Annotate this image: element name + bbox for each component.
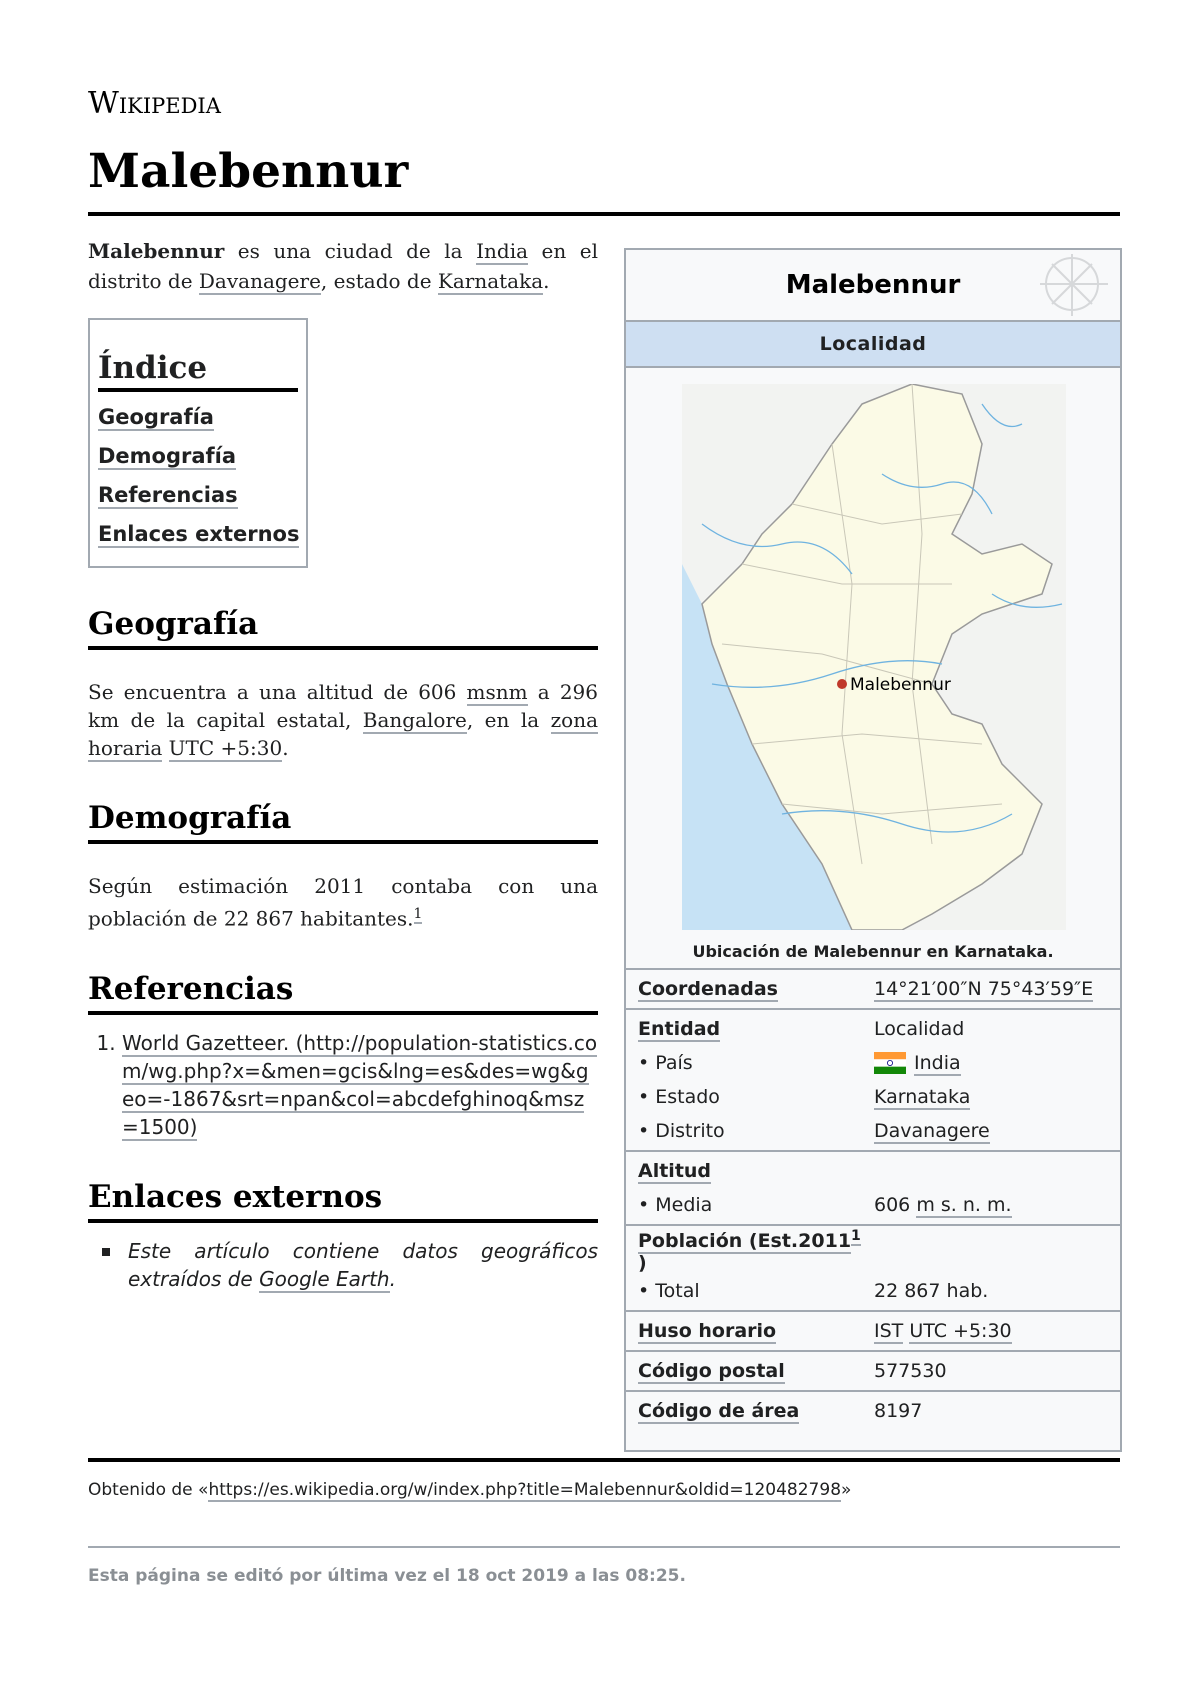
distrito-value[interactable]: Davanagere [874, 1120, 990, 1142]
media-label: • Media [638, 1194, 713, 1216]
toc-list [98, 400, 298, 551]
external-links-list [88, 1237, 598, 1293]
text: . [282, 736, 289, 760]
references-list [88, 1029, 598, 1141]
toc-item-label: Demografía [98, 444, 237, 468]
link-msnm[interactable]: msnm [466, 680, 528, 704]
toc-item-referencias[interactable] [98, 478, 298, 512]
text: , en la [466, 708, 551, 732]
reference-item[interactable] [122, 1029, 598, 1141]
total-label: • Total [638, 1280, 700, 1303]
page-title: Malebennur [88, 142, 1120, 216]
link-zona-horaria[interactable]: zona horaria [88, 708, 598, 760]
infobox [624, 248, 1122, 1452]
intro-bold-title: Malebennur [88, 239, 225, 263]
entidad-value: Localidad [874, 1018, 965, 1040]
link-utc[interactable]: UTC +5:30 [168, 736, 283, 760]
source-prefix: Obtenido de « [88, 1480, 209, 1500]
table-of-contents [88, 318, 308, 568]
link-india[interactable]: India [476, 239, 529, 263]
infobox-title [626, 250, 1120, 322]
demografia-paragraph [88, 872, 598, 933]
row-poblacion [626, 1226, 1120, 1312]
karnataka-map [682, 384, 1066, 930]
text: a 296 km de la capital estatal, [88, 680, 598, 732]
text: Se encuentra a una altitud de 606 [88, 680, 467, 704]
media-unit-link[interactable]: m s. n. m. [916, 1194, 1012, 1216]
compass-icon [1002, 254, 1112, 316]
map-caption: Ubicación de Malebennur en Karnataka. [692, 942, 1054, 961]
toc-item-label: Enlaces externos [98, 522, 300, 546]
entidad-label[interactable]: Entidad [638, 1018, 721, 1040]
text: Según estimación 2011 contaba con una población de 22 867 habitantes. [88, 874, 598, 931]
heading-enlaces-externos: Enlaces externos [88, 1179, 598, 1223]
text: Este artículo contiene datos geográficos extraídos de [128, 1238, 598, 1291]
poblacion-label [638, 1230, 861, 1274]
intro-text: , estado de [320, 269, 438, 293]
estado-value[interactable]: Karnataka [874, 1086, 971, 1108]
row-altitud [626, 1152, 1120, 1226]
poblacion-label-text[interactable]: Población (Est.2011 [638, 1230, 852, 1253]
link-karnataka[interactable]: Karnataka [437, 269, 544, 293]
link-google-earth[interactable]: Google Earth [259, 1266, 390, 1291]
toc-item-enlaces-externos[interactable] [98, 517, 298, 551]
pais-label: • País [638, 1052, 693, 1074]
coord-value[interactable]: 14°21′00″N 75°43′59″E [874, 978, 1094, 1000]
intro-text: . [543, 269, 550, 293]
toc-item-geografia[interactable] [98, 400, 298, 434]
area-value: 8197 [874, 1400, 923, 1423]
wikipedia-logo: Wikipedia [88, 86, 221, 121]
distrito-label: • Distrito [638, 1120, 725, 1142]
intro-text: es una ciudad de la [224, 239, 477, 263]
last-edit-text: Esta página se editó por última vez el 18 oct 2019 a las 08:25. [88, 1566, 686, 1586]
huso-ist[interactable]: IST [874, 1320, 904, 1343]
row-huso [626, 1312, 1120, 1352]
cp-value: 577530 [874, 1360, 947, 1383]
reference-link[interactable]: World Gazetteer. (http://population-statistics.com/wg.php?x=&men=gcis&lng=es&des=wg&geo=-1867&srt=npan&col=abcdefghinoq&msz=1500) [122, 1030, 598, 1139]
source-line [88, 1480, 851, 1500]
row-codigo-area [626, 1392, 1120, 1430]
heading-referencias: Referencias [88, 971, 598, 1015]
geografia-paragraph [88, 678, 598, 762]
link-davanagere[interactable]: Davanagere [198, 269, 321, 293]
row-coordenadas [626, 970, 1120, 1010]
intro-text: en el distrito de [88, 239, 598, 293]
footnote-link[interactable]: 1 [413, 906, 423, 922]
text [162, 736, 168, 760]
toc-item-demografia[interactable] [98, 439, 298, 473]
heading-geografia: Geografía [88, 606, 598, 650]
cp-label[interactable]: Código postal [638, 1360, 785, 1383]
source-suffix: » [841, 1480, 852, 1500]
altitud-label[interactable]: Altitud [638, 1160, 712, 1182]
intro-paragraph [88, 236, 598, 296]
row-entidad [626, 1010, 1120, 1152]
external-link-item [88, 1237, 598, 1293]
infobox-title-text: Malebennur [785, 270, 961, 300]
heading-demografia: Demografía [88, 800, 598, 844]
area-label[interactable]: Código de área [638, 1400, 800, 1423]
source-link[interactable]: https://es.wikipedia.org/w/index.php?title=Malebennur&oldid=120482798 [208, 1480, 842, 1500]
link-bangalore[interactable]: Bangalore [362, 708, 467, 732]
infobox-subtitle: Localidad [626, 322, 1120, 368]
toc-item-label: Geografía [98, 405, 214, 429]
estado-label: • Estado [638, 1086, 720, 1108]
pais-value[interactable]: India [914, 1051, 961, 1074]
poblacion-close: ) [638, 1252, 647, 1275]
article-body [88, 236, 598, 1293]
total-value: 22 867 hab. [874, 1280, 989, 1303]
footer-thin-divider [88, 1546, 1120, 1548]
location-marker [837, 679, 847, 689]
map-marker-label: Malebennur [850, 675, 951, 695]
location-map[interactable] [626, 368, 1120, 970]
coord-label[interactable]: Coordenadas [638, 978, 778, 1000]
toc-item-label: Referencias [98, 483, 238, 507]
toc-heading: Índice [98, 350, 298, 392]
huso-label[interactable]: Huso horario [638, 1320, 777, 1343]
india-flag-icon [874, 1052, 906, 1074]
poblacion-footnote[interactable]: 1 [851, 1228, 861, 1244]
footer-divider [88, 1458, 1120, 1462]
media-value: 606 [874, 1194, 917, 1216]
row-codigo-postal [626, 1352, 1120, 1392]
text: . [389, 1266, 396, 1291]
huso-utc[interactable]: UTC +5:30 [909, 1320, 1012, 1343]
